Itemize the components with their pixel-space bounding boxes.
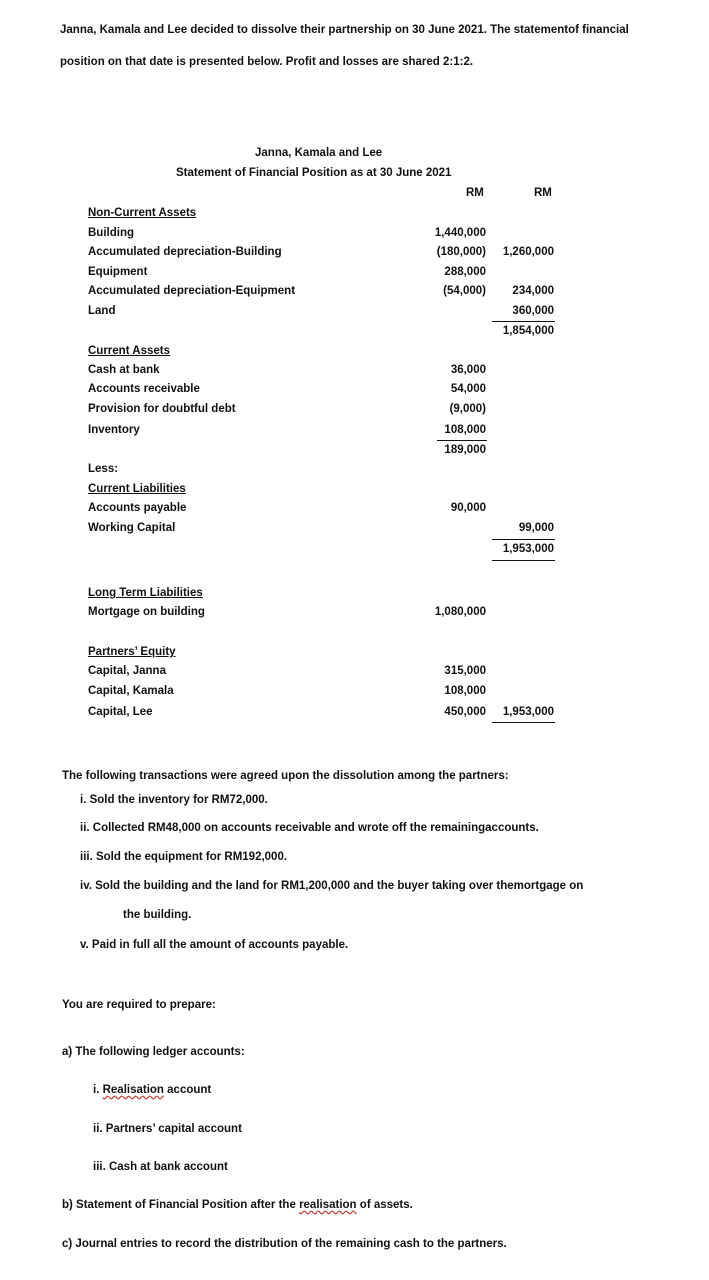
inventory-label: Inventory: [88, 424, 140, 436]
required-intro: You are required to prepare:: [62, 999, 216, 1011]
less-label: Less:: [88, 463, 119, 475]
equipment-label: Equipment: [88, 266, 148, 278]
provision-c1: (9,000): [449, 403, 486, 415]
capital-lee-label: Capital, Lee: [88, 706, 153, 718]
required-a-iii: iii. Cash at bank account: [93, 1161, 228, 1173]
transactions-intro: The following transactions were agreed upon the dissolution among the partners:: [62, 770, 509, 782]
transaction-ii: ii. Collected RM48,000 on accounts receivable and wrote off the remainingaccounts.: [80, 822, 539, 834]
equity-total-rule: [492, 722, 555, 723]
payable-label: Accounts payable: [88, 502, 187, 514]
required-b-post: of assets.: [356, 1199, 413, 1211]
capital-janna-c1: 315,000: [444, 665, 486, 677]
intro-line-2: position on that date is presented below. Profit and losses are shared 2:1:2.: [60, 56, 474, 68]
ltl-heading: Long Term Liabilities: [88, 587, 203, 599]
mortgage-c1: 1,080,000: [434, 606, 486, 618]
capital-kamala-label: Capital, Kamala: [88, 685, 174, 697]
nca-subtotal-rule: [492, 321, 555, 322]
col1-header: RM: [466, 187, 484, 199]
required-a-i-rest: account: [163, 1084, 212, 1096]
building-label: Building: [88, 227, 134, 239]
col2-header: RM: [534, 187, 552, 199]
capital-lee-c1: 450,000: [444, 706, 486, 718]
land-c2: 360,000: [512, 305, 554, 317]
equipment-c1: 288,000: [444, 266, 486, 278]
ca-total: 189,000: [444, 444, 486, 456]
wc-subtotal-rule: [492, 539, 555, 540]
acc-dep-building-c1: (180,000): [436, 246, 486, 258]
cl-heading: Current Liabilities: [88, 483, 186, 495]
transaction-v: v. Paid in full all the amount of accounts payable.: [80, 939, 349, 951]
land-label: Land: [88, 305, 116, 317]
capital-janna-label: Capital, Janna: [88, 665, 166, 677]
transaction-i: i. Sold the inventory for RM72,000.: [80, 794, 268, 806]
transaction-iv: iv. Sold the building and the land for RM1,200,000 and the buyer taking over themortgage on: [80, 880, 584, 892]
ca-heading: Current Assets: [88, 345, 171, 357]
intro-line-1: Janna, Kamala and Lee decided to dissolve their partnership on 30 June 2021. The statementof financial: [60, 24, 629, 36]
ca-subtotal-rule: [437, 440, 487, 441]
transaction-iv-cont: the building.: [123, 909, 192, 921]
net-total-rule: [492, 560, 555, 561]
required-a-i-num: i.: [93, 1084, 103, 1096]
required-a-i: [93, 1084, 211, 1096]
required-a: a) The following ledger accounts:: [62, 1046, 245, 1058]
required-b: [62, 1199, 413, 1211]
payable-c1: 90,000: [450, 502, 486, 514]
acc-dep-equipment-c2: 234,000: [512, 285, 554, 297]
receivable-c1: 54,000: [450, 383, 486, 395]
provision-label: Provision for doubtful debt: [88, 403, 236, 415]
equity-heading: Partners’ Equity: [88, 646, 176, 658]
working-capital-c2: 99,000: [518, 522, 554, 534]
required-a-ii: ii. Partners’ capital account: [93, 1123, 242, 1135]
building-c1: 1,440,000: [434, 227, 486, 239]
receivable-label: Accounts receivable: [88, 383, 200, 395]
required-a-i-word: Realisation: [102, 1084, 164, 1096]
capital-kamala-c1: 108,000: [444, 685, 486, 697]
cash-c1: 36,000: [450, 364, 486, 376]
nca-heading: Non-Current Assets: [88, 207, 197, 219]
required-c: c) Journal entries to record the distribution of the remaining cash to the partners.: [62, 1238, 507, 1250]
acc-dep-building-c2: 1,260,000: [502, 246, 554, 258]
equity-total: 1,953,000: [502, 706, 554, 718]
mortgage-label: Mortgage on building: [88, 606, 205, 618]
required-b-word: realisation: [299, 1199, 357, 1211]
transaction-iii: iii. Sold the equipment for RM192,000.: [80, 851, 288, 863]
acc-dep-equipment-c1: (54,000): [443, 285, 486, 297]
inventory-c1: 108,000: [444, 424, 486, 436]
nca-total: 1,854,000: [502, 325, 554, 337]
statement-subtitle: Statement of Financial Position as at 30 June 2021: [176, 167, 452, 179]
cash-label: Cash at bank: [88, 364, 160, 376]
acc-dep-equipment-label: Accumulated depreciation-Equipment: [88, 285, 296, 297]
net-total: 1,953,000: [502, 543, 554, 555]
statement-title: Janna, Kamala and Lee: [255, 147, 383, 159]
acc-dep-building-label: Accumulated depreciation-Building: [88, 246, 282, 258]
working-capital-label: Working Capital: [88, 522, 176, 534]
required-b-pre: b) Statement of Financial Position after the: [62, 1199, 300, 1211]
